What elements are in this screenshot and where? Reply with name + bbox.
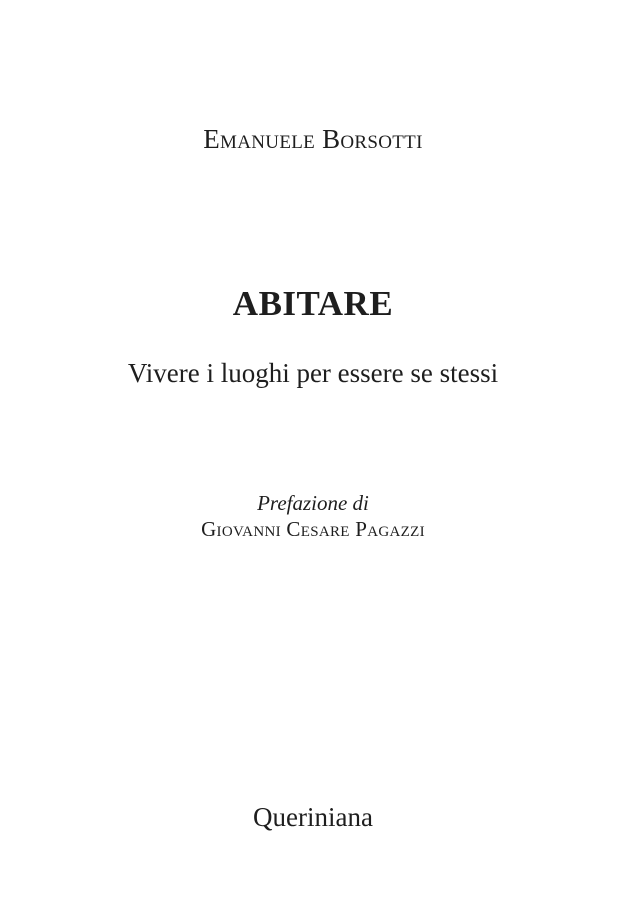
book-subtitle: Vivere i luoghi per essere se stessi <box>127 358 499 388</box>
preface-label: Prefazione di <box>257 491 369 515</box>
preface-author-name: Giovanni Cesare Pagazzi <box>201 517 425 541</box>
book-title: ABITARE <box>232 284 394 323</box>
author-name: Emanuele Borsotti <box>203 124 423 154</box>
publisher-name: Queriniana <box>253 802 373 832</box>
